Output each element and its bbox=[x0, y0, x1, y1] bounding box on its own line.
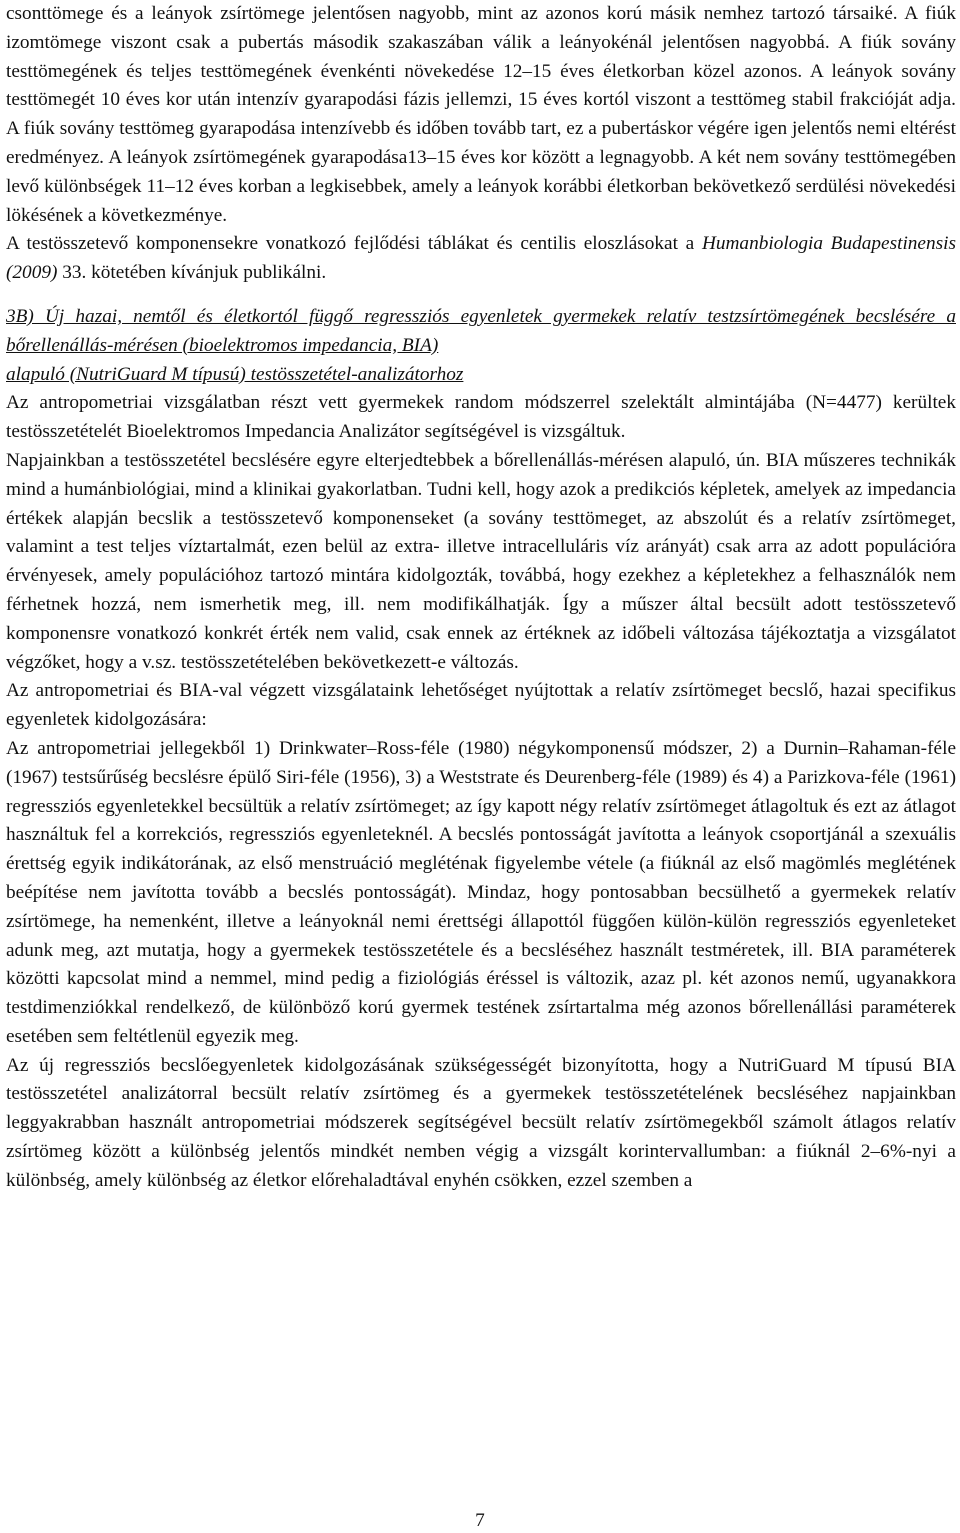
page-number: 7 bbox=[475, 1510, 485, 1531]
document-page bbox=[6, 0, 956, 1196]
section-heading-line1: 3B) Új hazai, nemtől és életkortól függő regressziós egyenletek gyermekek relatív testzsírtömegének becslésére a bőrellenállás-mérésen (bioelektromos impedancia, BIA) bbox=[6, 305, 956, 356]
publication-note-text: A testösszetevő komponensekre vonatkozó fejlődési táblákat és centilis eloszlásokat a bbox=[6, 233, 702, 255]
paragraph-regression-need: Az új regressziós becslőegyenletek kidolgozásának szükségességét bizonyította, hogy a NutriGuard M típusú BIA testösszetétel analizátorral becsült relatív zsírtömeg és a gyermekek testösszetételének becsléséhez napjainkban leggyakrabban használt antropometriai módszerek segítségével becsült relatív zsírtömegekből számolt átlagos relatív zsírtömeg között a különbség jelentős mindkét nemben végig a vizsgált korintervallumban: a fiúknál 2–6%-nyi a különbség, amely különbség az életkor előrehaladtával enyhén csökken, ezzel szemben a bbox=[6, 1054, 956, 1191]
paragraph-intro: csonttömege és a leányok zsírtömege jelentősen nagyobb, mint az azonos korú másik nemhez tartozó társaiké. A fiúk izomtömege viszont csak a pubertás második szakaszában válik a leányokénál jelentősen nagyobbá. A fiúk sovány testtömegének és teljes testtömegének évenkénti növekedése 12–15 éves életkorban közel azonos. A leányok sovány testtömegét 10 éves kor után intenzív gyarapodási fázis jellemzi, 15 éves kortól viszont a testtömeg stabil frakcióját adja. A fiúk sovány testtömeg gyarapodása intenzívebb és időben tovább tart, ez a pubertáskor végére igen jelentős nemi eltérést eredményez. A leányok zsírtömegének gyarapodása13–15 éves kor között a legnagyobb. A két nem sovány testtömegében levő különbségek 11–12 éves korban a legkisebbek, amely a leányok korábbi életkorban bekövetkező serdülési növekedési lökésének a következménye. bbox=[6, 3, 956, 226]
publication-reference: Humanbiologia Budapestinensis (2009) bbox=[6, 233, 956, 284]
section-heading bbox=[6, 303, 956, 389]
paragraph-anthropometric-methods: Az antropometriai jellegekből 1) Drinkwater–Ross-féle (1980) négykomponensű módszer, 2) a Durnin–Rahaman-féle (1967) testsűrűség becslésre épülő Siri-féle (1956), 3) a Weststrate és Deurenberg-féle (1989) és 4) a Parizkova-féle (1961) regressziós egyenletekkel becsültük a relatív zsírtömeget; az így kapott négy relatív zsírtömeget átlagoltuk és ezt az átlagot használtuk fel a korrekciós, regressziós egyenleteknél. A becslés pontosságát javította a leányok csoportjánál a szexuális érettség egyik indikátorának, az első menstruáció megléténak figyelembe vétele (a fiúknál az első magömlés meglétének beépítése nem javította tovább a becslés pontosságát). Mindaz, hogy pontosabban becsülhető a gyermekek relatív zsírtömege, ha nemenként, illetve a leányoknál nemi érettségi állapottól függően külön-külön regressziós egyenleteket adunk meg, azt mutatja, hogy a gyermekek testösszetétele és a becsléséhez használt testméretek, ill. BIA paraméterek közötti kapcsolat mind a nemmel, mind pedig a fiziológiás éréssel is változik, azaz pl. két azonos nemű, ugyanakkora testdimenziókkal rendelkező, de különböző korú gyermek testének zsírtartalma még azonos bőrellenállási paraméterek esetében sem feltétlenül egyezik meg. bbox=[6, 737, 956, 1047]
publication-note-text-end: 33. kötetében kívánjuk publikálni. bbox=[57, 262, 327, 284]
paragraph-sample: Az antropometriai vizsgálatban részt vett gyermekek random módszerrel szelektált almintájába (N=4477) kerültek testösszetételét Bioelektromos Impedancia Analizátor segítségével is vizsgáltuk. bbox=[6, 392, 956, 443]
paragraph-bia-methods: Napjainkban a testösszetétel becslésére egyre elterjedtebbek a bőrellenállás-mérésen alapuló, ún. BIA műszeres technikák mind a humánbiológiai, mind a klinikai gyakorlatban. Tudni kell, hogy azok a predikciós képletek, amelyek az impedancia értékek alapján becslik a testösszetevő komponenseket (a sovány testtömeget, az abszolút és a relatív zsírtömeget, valamint a test teljes víztartalmát, ezen belül az extra- illetve intracelluláris víz arányát) csak arra az adott populációra érvényesek, amely populációhoz tartozó mintára kidolgozták, továbbá, hogy ezekhez a képletekhez a felhasználók nem férhetnek hozzá, nem ismerhetik meg, ill. nem modifikálhatják. Így a műszer által becsült adott testösszetevő komponensre vonatkozó konkrét érték nem valid, csak ennek az értéknek az időbeli változása tájékoztatja a vizsgálatot végzőket, hogy a v.sz. testösszetételében bekövetkezett-e változás. bbox=[6, 449, 956, 673]
section-heading-line2: alapuló (NutriGuard M típusú) testösszetétel-analizátorhoz bbox=[6, 363, 464, 385]
paragraph-equations-intro: Az antropometriai és BIA-val végzett vizsgálataink lehetőséget nyújtottak a relatív zsírtömeget becslő, hazai specifikus egyenletek kidolgozására: bbox=[6, 680, 956, 731]
paragraph-publication-note bbox=[6, 230, 956, 288]
